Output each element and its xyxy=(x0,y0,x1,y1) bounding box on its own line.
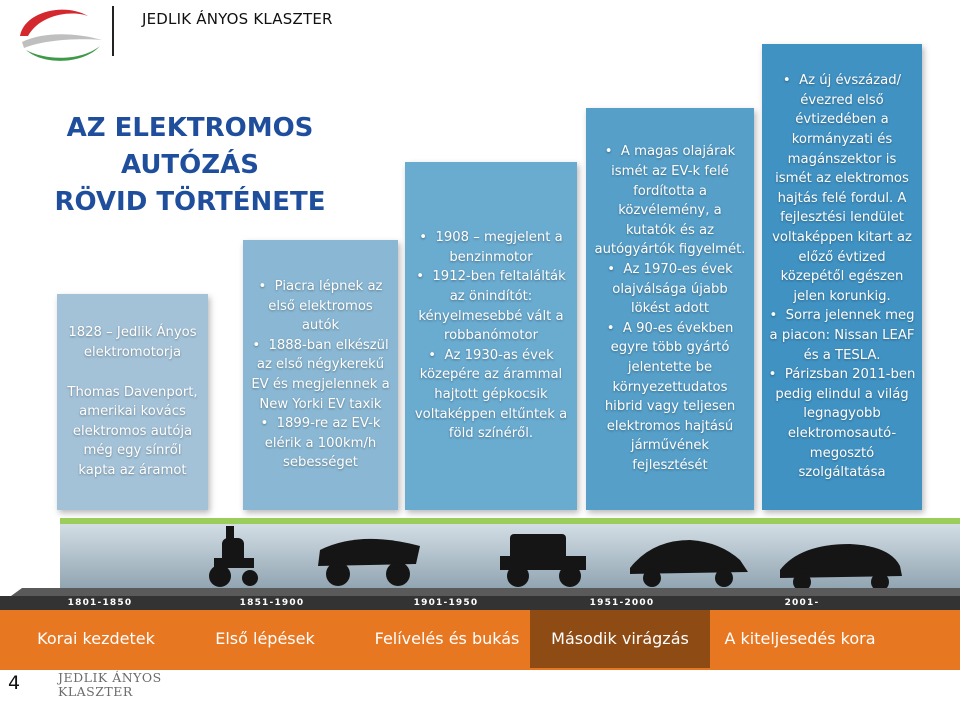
era-box-bullet: • A magas olajárak ismét az EV-k felé fordította a közvélemény, a kutatók és az autógyártók figyelmét. xyxy=(594,142,746,260)
year-label: 1901-1950 xyxy=(413,598,479,608)
era-box-bullet: • A 90-es években egyre több gyártó jelentette be környezettudatos hibrid vagy teljesen elektromos hajtású járművének fejlesztését xyxy=(594,319,746,476)
year-label: 1801-1850 xyxy=(67,598,133,608)
early-carriage-icon xyxy=(209,526,258,587)
era-box-4 xyxy=(586,108,754,510)
era-box-bullet: • 1912-ben feltalálták az önindítót: kényelmesebbé vált a robbanómotor xyxy=(413,267,569,345)
swoosh-logo-icon xyxy=(14,2,106,62)
era-box-paragraph: 1828 – Jedlik Ányos elektromotorja xyxy=(68,325,197,361)
title-line-1: AZ ELEKTROMOS AUTÓZÁS xyxy=(66,113,314,180)
footer-brand-line-2: KLASZTER xyxy=(58,684,133,699)
footer-brand xyxy=(58,671,162,699)
era-box-bullet: • Az 1970-es évek olajválsága újabb lökést adott xyxy=(594,260,746,319)
era-box-bullet: • 1908 – megjelent a benzinmotor xyxy=(413,228,569,267)
era-box-bullet: • Az új évszázad/évezred első évtizedében a kormányzati és magánszektor is ismét az elektromos hajtás felé fordul. A fejlesztési lendület voltaképpen kitart az előző évtized közepétől egészen jelen korunkig. xyxy=(768,71,916,306)
era-box-bullet: • Sorra jelennek meg a piacon: Nissan LEAF és a TESLA. xyxy=(768,306,916,365)
era-box-1 xyxy=(57,294,208,510)
page-title xyxy=(0,110,380,221)
era-box-list xyxy=(594,142,746,475)
era-label-highlighted: Második virágzás xyxy=(530,610,710,668)
era-box-list xyxy=(249,277,392,473)
vintage-car-icon xyxy=(500,534,586,587)
title-line-2: RÖVID TÖRTÉNETE xyxy=(54,187,326,217)
early-ev-icon xyxy=(318,539,420,586)
brand-name: JEDLIK ÁNYOS KLASZTER xyxy=(142,10,333,28)
era-box-5 xyxy=(762,44,922,510)
era-box-list xyxy=(413,228,569,444)
era-label: Korai kezdetek xyxy=(37,629,155,648)
era-box-list xyxy=(768,71,916,482)
era-box-bullet: • 1888-ban elkészül az első négykerekű EV és megjelennek a New Yorki EV taxik xyxy=(249,336,392,414)
vehicle-silhouettes xyxy=(200,520,960,596)
year-label: 2001- xyxy=(784,598,820,608)
era-box-paragraph: Thomas Davenport, amerikai kovács elektromos autója még egy sínről kapta az áramot xyxy=(67,384,198,478)
era-box-bullet: • Az 1930-as évek közepére az árammal hajtott gépkocsik voltaképpen eltűntek a föld színéről. xyxy=(413,346,569,444)
modern-car-icon xyxy=(630,540,748,587)
year-label: 1851-1900 xyxy=(239,598,305,608)
era-box-2 xyxy=(243,240,398,510)
era-box-bullet: • 1899-re az EV-k elérik a 100km/h sebességet xyxy=(249,414,392,473)
era-label: Felívelés és bukás xyxy=(374,629,520,648)
era-box-bullet: • Párizsban 2011-ben pedig elindul a világ legnagyobb elektromosautó-megosztó szolgáltatása xyxy=(768,365,916,483)
year-label: 1951-2000 xyxy=(589,598,655,608)
era-box-3 xyxy=(405,162,577,510)
page-number: 4 xyxy=(8,672,21,694)
brand-divider xyxy=(112,6,114,56)
era-label: Első lépések xyxy=(215,629,315,648)
era-label: A kiteljesedés kora xyxy=(724,629,876,648)
footer-brand-line-1: JEDLIK ÁNYOS xyxy=(58,670,162,685)
electric-car-icon xyxy=(780,544,902,591)
era-box-bullet: • Piacra lépnek az első elektromos autók xyxy=(249,277,392,336)
